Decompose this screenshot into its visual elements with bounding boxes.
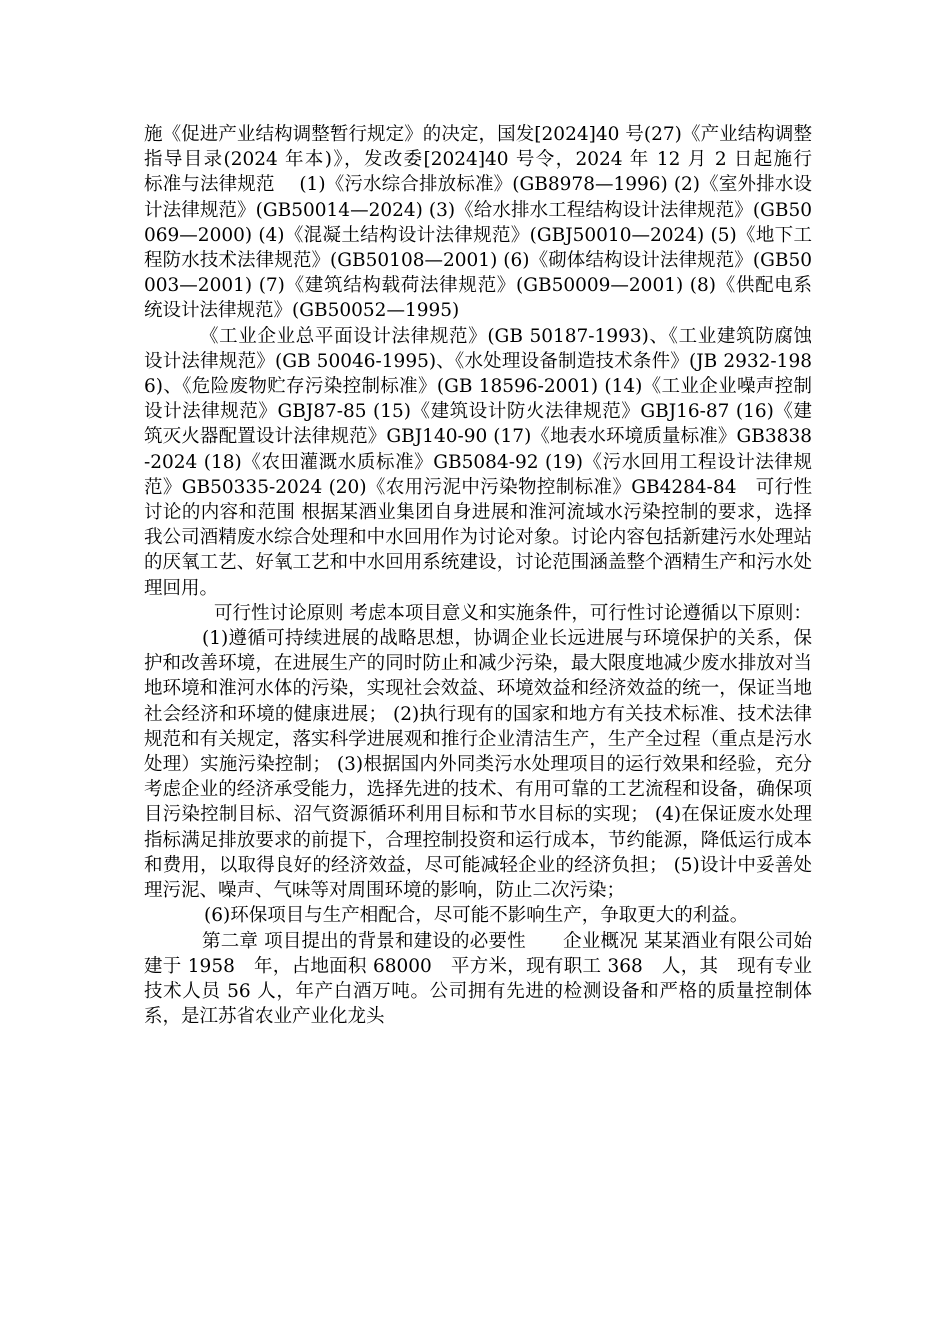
paragraph-standards-continued: 《工业企业总平面设计法律规范》(GB 50187-1993)、《工业建筑防腐蚀设计法律规范》(GB 50046-1995)、《水处理设备制造技术条件》(JB 2932-1986)、《危险废物贮存污染控制标准》(GB 18596-2001) (14)《工业企业噪声控制设计法律规范》GBJ87-85 (15)《建筑设计防火法律规范》GBJ16-87 (16)《建筑灭火器配置设计法律规范》GBJ140-90 (17)《地表水环境质量标准》GB3838-2024 (18)《农田灌溉水质标准》GB5084-92 (19)《污水回用工程设计法律规范》GB50335-2024 (20)《农用污泥中污染物控制标准》GB4284-84 可行性讨论的内容和范围 根据某酒业集团自身进展和淮河流域水污染控制的要求，选择我公司酒精废水综合处理和中水回用作为讨论对象。讨论内容包括新建污水处理站的厌氧工艺、好氧工艺和中水回用系统建设，讨论范围涵盖整个酒精生产和污水处理回用。: [144, 325, 812, 599]
document-body: [144, 122, 837, 1029]
paragraph-principles-list: (1)遵循可持续进展的战略思想，协调企业长远进展与环境保护的关系，保护和改善环境，在进展生产的同时防止和减少污染，最大限度地减少废水排放对当地环境和淮河水体的污染，实现社会效益、环境效益和经济效益的统一，保证当地社会经济和环境的健康进展； (2)执行现有的国家和地方有关技术标准、技术法律规范和有关规定，落实科学进展观和推行企业清洁生产，生产全过程（重点是污水处理）实施污染控制； (3)根据国内外同类污水处理项目的运行效果和经验，充分考虑企业的经济承受能力，选择先进的技术、有用可靠的工艺流程和设备，确保项目污染控制目标、沼气资源循环利用目标和节水目标的实现； (4)在保证废水处理指标满足排放要求的前提下，合理控制投资和运行成本，节约能源，降低运行成本和费用，以取得良好的经济效益，尽可能减轻企业的经济负担； (5)设计中妥善处理污泥、噪声、气味等对周围环境的影响，防止二次污染；: [144, 628, 812, 902]
paragraph-principle-six: (6)环保项目与生产相配合，尽可能不影响生产，争取更大的利益。: [204, 905, 749, 927]
paragraph-principles-intro: 可行性讨论原则 考虑本项目意义和实施条件，可行性讨论遵循以下原则：: [214, 602, 812, 624]
paragraph-chapter-two: 第二章 项目提出的背景和建设的必要性 企业概况 某某酒业有限公司始建于 1958 年，占地面积 68000 平方米，现有职工 368 人，其 现有专业技术人员 56 人，年产白酒万吨。公司拥有先进的检测设备和严格的质量控制体系，是江苏省农业产业化龙头: [144, 930, 812, 1028]
paragraph-standards-list: 施《促进产业结构调整暂行规定》的决定，国发[2024]40 号(27)《产业结构调整指导目录(2024 年本)》，发改委[2024]40 号令，2024 年 12 月 2 日起施行 标准与法律规范 (1)《污水综合排放标准》(GB8978—1996) (2)《室外排水设计法律规范》(GB50014—2024) (3)《给水排水工程结构设计法律规范》(GB50069—2000) (4)《混凝土结构设计法律规范》(GBJ50010—2024) (5)《地下工程防水技术法律规范》(GB50108—2001) (6)《砌体结构设计法律规范》(GB50003—2001) (7)《建筑结构载荷法律规范》(GB50009—2001) (8)《供配电系统设计法律规范》(GB50052—1995): [144, 124, 837, 322]
